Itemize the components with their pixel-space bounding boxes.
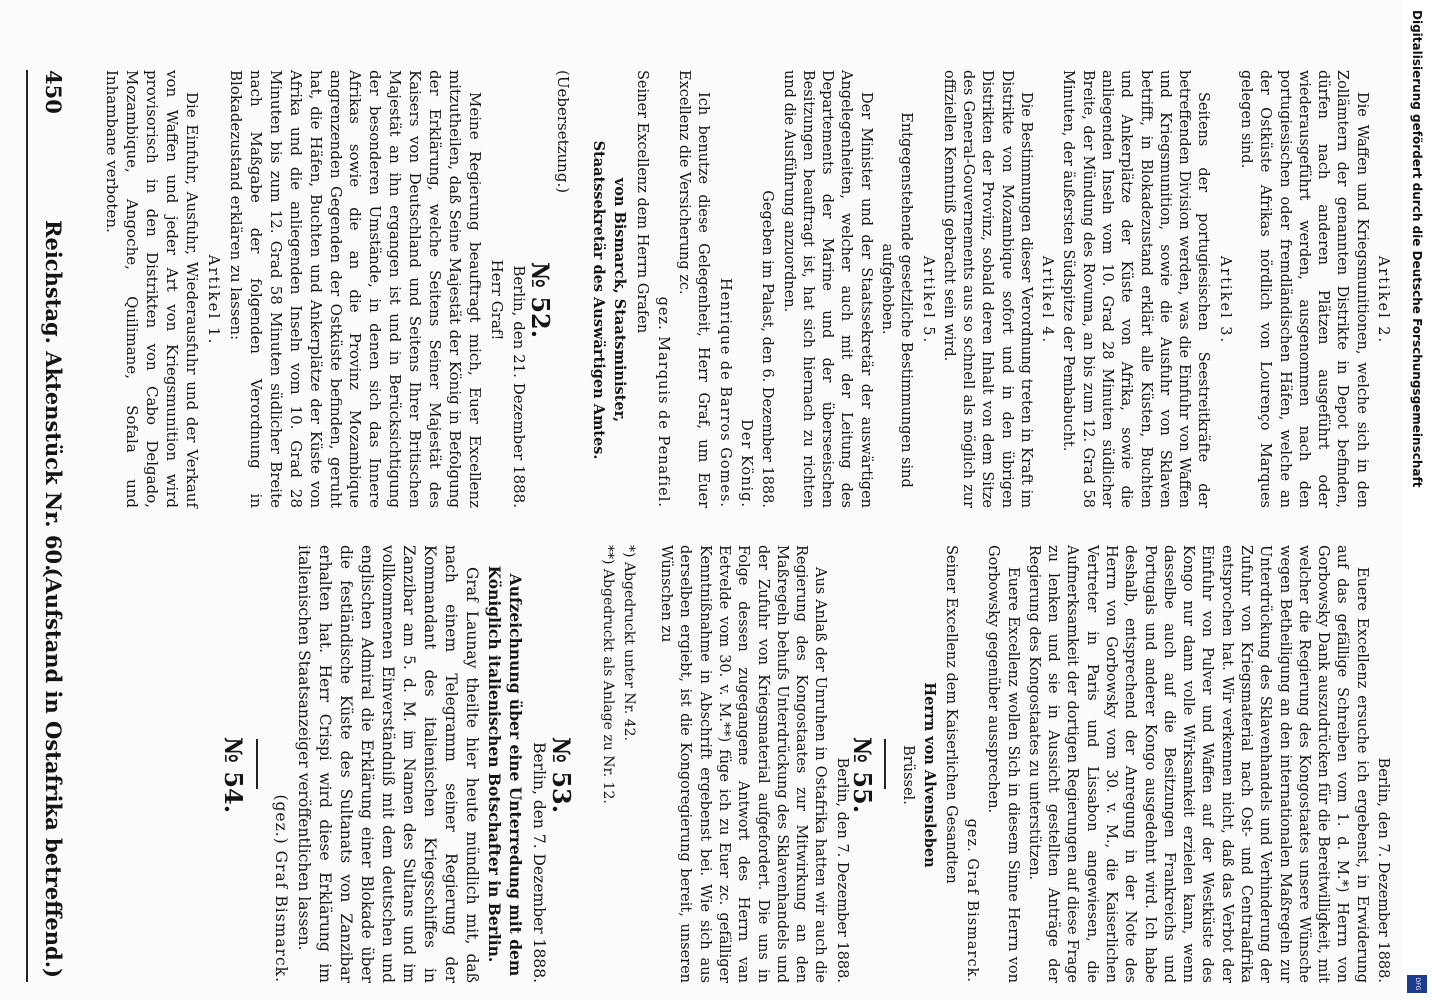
signature-54: gez. Graf Bismarck. bbox=[964, 818, 981, 983]
paragraph-54-1: Euere Excellenz ersuche ich ergebenst, in Erwiderung auf das gefällige Schreiben vom 1. d. M.*) Herrn von Gorbowsky Dank auszudrücken für die Bereitwilligkeit, mit welcher die Regierung des Kongostaates unsere Wünsche wegen Betheiligung an den internationalen Maßregeln zur Unterdrückung des Sklavenhandels und Verhinderung der Zufuhr von Kriegsmaterial nach Ost- und Centralafrika entsprochen hat. Wir verkennen nicht, daß das Verbot der Einfuhr von Pulver und Waffen auf der Westküste des Kongo nur dann volle Wirksamkeit erzielen kann, wenn dasselbe auch auf die Besitzungen Frankreichs und Portugals und anderer Kongo ausgedehnt wird. Ich habe deshalb, entsprechend der Anregung in der Note des Herrn von Gorbowsky vom 30. v. M., die Kaiserlichen Vertreter in Paris und Lissabon angewiesen, die Aufmerksamkeit der dortigen Regierungen auf diese Frage zu lenken und sie in Aussicht gestellten Anträge der Regierung des Kongostaates zu unterstützen. bbox=[1025, 545, 1370, 983]
article-5-title: Entgegenstehende gesetzliche Bestimmungen sind aufgehoben. bbox=[878, 112, 915, 488]
paragraph-54-2: Euere Excellenz wollen Sich in diesem Sinne Herrn von Gorbowsky gegenüber aussprechen. bbox=[985, 545, 1021, 983]
article-3-text: Seitens der portugiesischen Seestreitkräfte der betreffenden Division werden, was die Einfuhr von Waffen und Kriegsmunition, sowie die Ausfuhr von Sklaven betrifft, in Blokadezustand erklärt alle Küsten, Buchten und Ankerplätze der Küste von Afrika, sowie die anliegenden Inseln vom 10. Grad 28 Minuten südlicher Breite, der Mündung des Rovuma, an bis zum 12. Grad 58 Minuten, der äußersten Südspitze der Pembabucht. bbox=[1060, 70, 1212, 508]
salutation-52: Herr Graf! bbox=[488, 259, 507, 341]
paragraph-52-1: Meine Regierung beauftragt mich, Euer Excellenz mitzutheilen, daß Seine Majestät der König in Befolgung der Erklärung, welche Seitens Seiner Majestät des Kaisers von Deutschland und Seitens Ihrer Britischen Majestät an ihn ergangen ist und in Berücksichtigung der besonderen Umstände, in denen sich das Innere Afrikas sowie die an die Provinz Mozambique angrenzenden Gegenden der Ostküste befinden, geruht hat, die Häfen, Buchten und Ankerplätze der Küste von Afrika und die anliegenden Inseln vom 10. Grad 28 Minuten bis zum 12. Grad 58 Minuten südlicher Breite nach Maßgabe der folgenden Verordnung in Blokadezustand erklären zu lassen: bbox=[226, 70, 485, 508]
document-number-55: № 55. bbox=[847, 736, 877, 814]
paragraph-55-1: Aus Anlaß der Unruhen in Ostafrika hatten wir auch die Regierung des Kongostaates zur Mitwirkung an den Maßregeln behufs Unterdrückung des Sklavenhandels und der Zufuhr von Kriegsmaterial aufgefordert. Die uns in Folge dessen zugegangene Antwort des Herrn van Eetvelde vom 30. v. M.**) füge ich zu Euer zc. gefälliger Kenntnißnahme in Abschrift ergebenst bei. Wie sich aus derselben ergiebt, ist die Kongoregierung bereit, unseren Wünschen zu bbox=[658, 545, 829, 983]
paragraph-53-1: Graf Launay theilte hier heute mündlich mit, daß nach einem Telegramm seiner Regierung der Kommandant des italienischen Kriegsschiffes in Zanzibar am 5. d. M. im Namen des Sultans und im vollkommenen Einverständniß mit dem deutschen und englischen Admiral die Erklärung einer Blokade über die festländische Küste des Sultanats von Zanzibar erhalten hat. Herr Crispi wird diese Erklärung im italienischen Staatsanzeiger veröffentlichen lassen. bbox=[295, 545, 481, 983]
addressee-52-line-3: Staatssekretär des Auswärtigen Amtes. bbox=[590, 140, 608, 460]
article-1-text: Die Einfuhr, Ausfuhr, Wiederausfuhr und der Verkauf von Waffen und jeder Art von Kriegsmunition wird provisorisch in den Distrikten von Cabo Delgado, Mozambique, Angoche, Quilimane, Sofala und Inhambane verboten. bbox=[103, 70, 201, 508]
given-at-palace: Gegeben im Palast, den 6. Dezember 1888. bbox=[759, 190, 776, 508]
digitization-strip bbox=[1402, 0, 1432, 1000]
dateline-54: Berlin, den 7. Dezember 1888. bbox=[1375, 757, 1391, 983]
left-column bbox=[80, 70, 572, 508]
dateline-55: Berlin, den 7. Dezember 1888. bbox=[833, 757, 850, 983]
footnotes bbox=[598, 545, 638, 983]
document-number-53: № 53. bbox=[547, 736, 576, 814]
dateline-53: Berlin, den 7. Dezember 1888. bbox=[530, 742, 548, 983]
dfg-logo: DFG bbox=[1407, 975, 1427, 993]
addressee-54-line-3: Brüssel. bbox=[900, 745, 917, 805]
left-column-continued bbox=[582, 70, 1392, 508]
running-head: Reichstag. Aktenstück Nr. 60. bbox=[41, 220, 66, 572]
divider bbox=[256, 739, 258, 789]
closing-52: Ich benutze diese Gelegenheit, Herr Graf, um Euer Excellenz die Versicherung zc. bbox=[676, 70, 712, 508]
digitization-note: Digitalisierung gefördert durch die Deutsche Forschungsgemeinschaft bbox=[1410, 10, 1424, 488]
running-topic: (Aufstand in Ostafrika betreffend.) bbox=[41, 567, 66, 978]
dateline-52: Berlin, den 21. Dezember 1888. bbox=[510, 265, 529, 508]
document-number-52: № 52. bbox=[526, 261, 556, 339]
title-53: Aufzeichnung über eine Unterredung mit dem Königlich italienischen Botschafter in Berlin. bbox=[485, 565, 525, 977]
running-header bbox=[26, 70, 70, 982]
article-2-heading: Artikel 2. bbox=[1375, 255, 1391, 345]
addressee-54-line-1: Seiner Excellenz dem Kaiserlichen Gesandten bbox=[942, 545, 959, 884]
addressee-52-line-2: von Bismarck, Staatsminister, bbox=[611, 177, 629, 423]
footnote-2: **) Abgedruckt als Anlage zu Nr. 12. bbox=[599, 545, 616, 804]
continuation-label: (Uebersetzung.) bbox=[554, 70, 572, 194]
document-number-54: № 54. bbox=[219, 736, 248, 814]
article-1-heading: Artikel 1. bbox=[204, 254, 223, 346]
article-2-text: Die Waffen und Kriegsmunitionen, welche sich in den Zollämtern der genannten Distrikte in Depot befinden, dürfen nach anderen Plätzen ausgeführt oder wiederausgeführt werden, ausgenommen nach den portugiesischen oder fremdländischen Häfen, welche an der Ostküste Afrikas nördlich von Lourenço Marques gelegen sind. bbox=[1238, 70, 1370, 508]
minister-signature: Henrique de Barros Gomes. bbox=[716, 277, 733, 508]
footnote-1: *) Abgedruckt unter Nr. 42. bbox=[620, 545, 637, 741]
right-column bbox=[80, 545, 576, 983]
signature-53: (gez.) Graf Bismarck. bbox=[272, 794, 290, 983]
addressee-54-line-2: Herrn von Alvensleben bbox=[920, 682, 938, 868]
signature-52: gez. Marquis de Penafiel. bbox=[654, 296, 671, 508]
article-3-heading: Artikel 3. bbox=[1216, 255, 1233, 345]
divider bbox=[884, 739, 886, 789]
article-5-text: Der Minister und der Staatssekretär der auswärtigen Angelegenheiten, welcher auch mit der Leitung des Departements der Marine und der überseeischen Besitzungen beauftragt ist, hat sich hiernach zu richten und die Ausführung anzuordnen. bbox=[780, 70, 874, 508]
article-4-heading: Artikel 4. bbox=[1039, 255, 1056, 345]
king-signature: Der König. bbox=[738, 419, 754, 508]
right-column-continued bbox=[582, 545, 1392, 983]
article-5-heading: Artikel 5. bbox=[919, 255, 936, 345]
article-4-text: Die Bestimmungen dieser Verordnung treten in Kraft im Distrikte von Mozambique sofort und in den übrigen Distrikten der Provinz, sobald deren Inhalt von dem Sitze des General-Gouvernements aus so schnell als möglich zur offiziellen Kenntniß gebracht sein wird. bbox=[940, 70, 1034, 508]
page-number: 450 bbox=[41, 70, 66, 114]
addressee-52-line-1: Seiner Excellenz dem Herrn Grafen bbox=[633, 70, 650, 334]
